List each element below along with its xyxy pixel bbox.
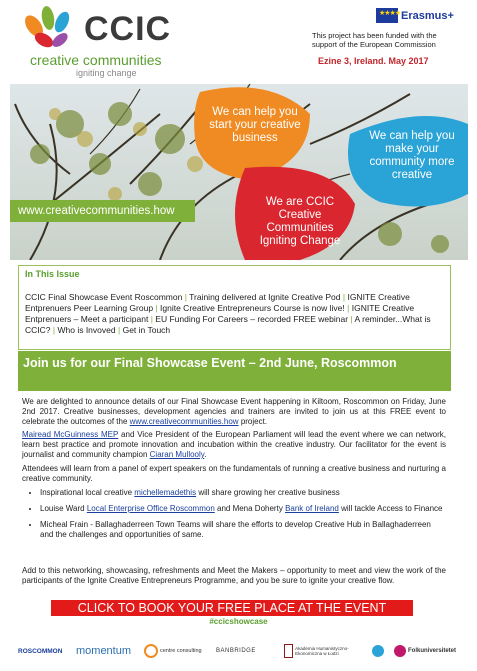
michellemadethis-link[interactable]: michellemadethis [134,488,197,497]
erasmus-logo [376,7,454,23]
issue-link[interactable]: IGNITE Creative Entprenuers Peer Learning Group [25,292,410,313]
partner-logo-banbridge [216,640,274,662]
issue-link[interactable]: EU Funding For Careers – recorded FREE webinar [155,314,349,324]
partner-name: Folkuniversitetet [408,648,457,654]
eu-flag-icon: ★★★★ [376,8,398,23]
folk-logo-icon [394,645,406,657]
intro-paragraph [22,397,446,427]
funding-note: This project has been funded with the support of the European Commission [312,31,437,49]
bank-of-ireland-link[interactable]: Bank of Ireland [285,504,339,513]
bullet-text: and Mena Doherty [217,504,283,513]
speaker-list [22,488,446,546]
ccic-logo-icon [20,4,82,58]
in-this-issue-box [18,265,451,350]
issue-title: In This Issue [25,269,80,279]
partner-name: Akademia Humanistyczno-Ekonomiczna w Łodzi [295,646,349,656]
hero-banner [10,84,468,260]
mairead-mcguinness-link[interactable]: Mairead McGuinness MEP [22,430,119,439]
intro-text-end: project. [240,417,268,426]
list-item [40,504,446,514]
partner-name: ROSCOMMON [18,647,63,655]
logo-tagline: creative communities [30,52,162,68]
website-link[interactable]: www.creativecommunities.how [129,417,239,426]
bullet-text: Inspirational local creative [40,488,133,497]
partner-name: momentum [76,645,132,657]
closing-paragraph: Add to this networking, showcasing, refreshments and Meet the Makers – opportunity to meet and view the work of the participants of the Ignite Creative Entrepreneurs Programme, and you be sure to ignite your creative flow. [22,566,446,585]
petal-creative-community: We can help you make your community more creative [369,130,455,181]
partner-logo-emblem [372,640,386,662]
list-item: • Micheal Frain - Ballaghaderreen Town Teams will share the efforts to develop Creative Hub in Ballaghaderreen and the challenges and opportunities of same. [40,520,446,540]
bullet-text: will share growing her creative business [198,488,340,497]
ezine-issue-label: Ezine 3, Ireland. May 2017 [318,56,429,66]
partner-logo-centre-consulting [144,640,208,662]
list-item [40,488,446,498]
erasmus-label: Erasmus+ [401,9,454,22]
issue-link[interactable]: Training delivered at Ignite Creative Pod [189,292,341,302]
book-place-button[interactable]: CLICK TO BOOK YOUR FREE PLACE AT THE EVENT [51,600,413,616]
partner-logo-ahe [284,640,364,662]
emblem-icon [372,645,384,657]
partner-name: centre consulting [160,648,202,654]
speakers-text-end: . [204,450,207,459]
section-heading: Join us for our Final Showcase Event – 2nd June, Roscommon [18,351,451,391]
bullet-text: Louise Ward [40,504,85,513]
logo-subtagline: igniting change [76,68,137,78]
speakers-paragraph [22,430,446,460]
issue-link[interactable]: A reminder...What is CCIC? [25,314,431,335]
intro-text: We are delighted to announce details of our Final Showcase Event happening in Kiltoom, Roscommon on Friday, June 2nd 2017. Creative businesses, development agencies and trainers are invited to join us at this FREE event to celebrate the outcomes of the [22,397,446,426]
partner-logo-momentum [76,640,132,662]
partner-logo-roscommon [18,640,66,662]
partner-mark-icon [144,644,158,658]
logo-name: CCIC [84,10,172,48]
issue-link[interactable]: Who is Invoved [57,325,116,335]
issue-link[interactable]: Ignite Creative Entrepreneurs Course is now live! [160,303,345,313]
issue-link[interactable]: CCIC Final Showcase Event Roscommon [25,292,183,302]
crest-icon [284,644,293,658]
ciaran-mulloolly-link[interactable]: Ciaran Mullooly [149,450,205,459]
issue-link[interactable]: Get in Touch [122,325,171,335]
website-url-banner[interactable]: www.creativecommunities.how [10,200,195,222]
issue-links: CCIC Final Showcase Event Roscommon | Training delivered at Ignite Creative Pod | IGNITE Creative Entprenuers Peer Learning Group | Ignite Creative Entrepreneurs Course is now live! | IGNITE Creative Entprenuers – Meet a participant | EU Funding For Careers – recorded FREE webinar | A reminder...What is CCIC? | Who is Invoved | Get in Touch [25,292,431,335]
issue-link[interactable]: IGNITE Creative Entprenuers – Meet a participant [25,303,415,324]
speakers-text: and Vice President of the European Parliament will lead the event where we can network, learn best practice and promote innovation and incubation within the creative industry. Our facilitator for the event is journalist and community champion [22,430,446,459]
bullet-text: will tackle Access to Finance [341,504,443,513]
attendees-paragraph: Attendees will learn from a panel of expert speakers on the fundamentals of running a creative business and nurturing a creative community. [22,464,446,483]
partner-name: BANBRIDGE [216,648,256,654]
partner-logo-folkuniversitetet [394,640,464,662]
leo-roscommon-link[interactable]: Local Enterprise Office Roscommon [86,504,215,513]
petal-start-business: We can help you start your creative business [209,106,301,144]
petal-ccic: We are CCIC Creative Communities Igniting Change [259,196,341,247]
event-hashtag: #ccicshowcase [209,617,268,626]
